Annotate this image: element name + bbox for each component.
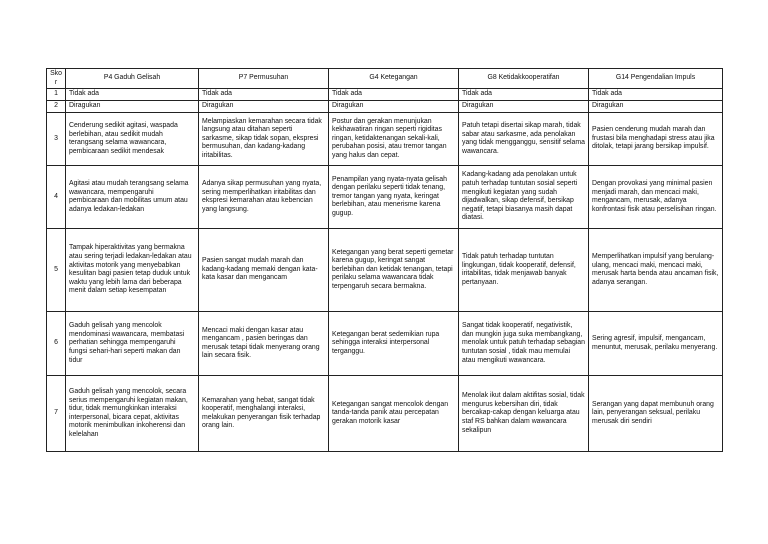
table-cell: Sering agresif, impulsif, mengancam, menuntut, merusak, perilaku menyerang. (589, 312, 723, 376)
score-cell: 1 (47, 89, 66, 101)
table-cell: Diragukan (459, 101, 589, 113)
table-cell: Tidak patuh terhadap tuntutan lingkungan, tidak kooperatif, defensif, iritabilitas, tidak menjawab banyak pertanyaan. (459, 229, 589, 312)
table-cell: Postur dan gerakan menunjukan kekhawatiran ringan seperti rigiditas ringan, ketidaktenangan sekali-kali, perubahan posisi, atau tremor tangan yang halus dan cepat. (329, 113, 459, 166)
table-cell: Patuh tetapi disertai sikap marah, tidak sabar atau sarkasme, ada penolakan yang tidak mengganggu, sensitif selama wawancara. (459, 113, 589, 166)
score-cell: 5 (47, 229, 66, 312)
header-p4: P4 Gaduh Gelisah (66, 69, 199, 89)
table-cell: Dengan provokasi yang minimal pasien menjadi marah, dan mencaci maki, mengancam, merusak, adanya konfrontasi fisik atau perselisihan ringan. (589, 166, 723, 229)
table-cell: Menolak ikut dalam aktifitas sosial, tidak mengurus kebersihan diri, tidak bercakap-cakap dengan keluarga atau staf RS bahkan dalam wawancara sekalipun (459, 376, 589, 452)
header-p7: P7 Permusuhan (199, 69, 329, 89)
table-cell: Tidak ada (66, 89, 199, 101)
table-cell: Diragukan (66, 101, 199, 113)
table-cell: Memperlihatkan impulsif yang berulang-ulang, mencaci maki, mencaci maki, merusak harta benda atau ancaman fisik, adanya serangan. (589, 229, 723, 312)
score-cell: 2 (47, 101, 66, 113)
score-cell: 3 (47, 113, 66, 166)
table-row (47, 376, 723, 452)
table-cell: Tidak ada (459, 89, 589, 101)
score-cell: 7 (47, 376, 66, 452)
score-cell: 4 (47, 166, 66, 229)
table-cell: Gaduh gelisah yang mencolok, secara serius mempengaruhi kegiatan makan, tidur, tidak memungkinkan interaksi interpersonal, bicara cepat, aktivitas motorik menimbulkan inkoherensi dan kelelahan (66, 376, 199, 452)
table-cell: Diragukan (589, 101, 723, 113)
table-cell: Tidak ada (329, 89, 459, 101)
table-row (47, 229, 723, 312)
table-cell: Pasien cenderung mudah marah dan frustasi bila menghadapi stress atau jika ditolak, tetapi jarang bersikap impulsif. (589, 113, 723, 166)
table-cell: Tidak ada (199, 89, 329, 101)
table-cell: Serangan yang dapat membunuh orang lain, penyerangan seksual, perilaku merusak diri sendiri (589, 376, 723, 452)
table-cell: Adanya sikap permusuhan yang nyata, sering memperlihatkan iritabilitas dan ekspresi kemarahan atau kebencian yang langsung. (199, 166, 329, 229)
table-row (47, 113, 723, 166)
table-cell: Ketegangan sangat mencolok dengan tanda-tanda panik atau percepatan gerakan motorik kasar (329, 376, 459, 452)
table-cell: Sangat tidak kooperatif, negativistik, dan mungkin juga suka membangkang, menolak untuk patuh terhadap sebagian tuntutan sosial , tidak mau memulai atau mengikuti wawancara. (459, 312, 589, 376)
header-g14: G14 Pengendalian Impuls (589, 69, 723, 89)
table-cell: Gaduh gelisah yang mencolok mendominasi wawancara, membatasi perhatian sehingga mempengaruhi fungsi sehari-hari seperti makan dan tidur (66, 312, 199, 376)
table-cell: Agitasi atau mudah terangsang selama wawancara, mempengaruhi pembicaraan dan mobilitas umum atau adanya ledakan-ledakan (66, 166, 199, 229)
header-g8: G8 Ketidakkooperatifan (459, 69, 589, 89)
table-cell: Cenderung sedikit agitasi, waspada berlebihan, atau sedikit mudah terangsang selama wawancara, pembicaraan sedikit mendesak (66, 113, 199, 166)
table-row (47, 312, 723, 376)
table-cell: Ketegangan yang berat seperti gemetar karena gugup, keringat sangat berlebihan dan ketidak tenangan, tetapi perilaku selama wawancara tidak terpengaruh secara bermakna. (329, 229, 459, 312)
table-cell: Tidak ada (589, 89, 723, 101)
header-g4: G4 Ketegangan (329, 69, 459, 89)
table-cell: Pasien sangat mudah marah dan kadang-kadang memaki dengan kata-kata kasar dan mengancam (199, 229, 329, 312)
table-cell: Diragukan (329, 101, 459, 113)
table-row (47, 166, 723, 229)
table-row (47, 101, 723, 113)
table-cell: Kemarahan yang hebat, sangat tidak kooperatif, menghalangi interaksi, melakukan penyerangan fisik terhadap orang lain. (199, 376, 329, 452)
table-cell: Mencaci maki dengan kasar atau mengancam , pasien beringas dan merusak tetapi tidak menyerang orang lain secara fisik. (199, 312, 329, 376)
table-cell: Melampiaskan kemarahan secara tidak langsung atau ditahan seperti sarkasme, sikap tidak sopan, ekspresi bermusuhan, dan kadang-kadang iritabilitas. (199, 113, 329, 166)
table-cell: Tampak hiperaktivitas yang bermakna atau sering terjadi ledakan-ledakan atau aktivitas motorik yang menyebabkan kesulitan bagi pasien tetap duduk untuk waktu yang lebih lama dari beberapa menit dalam setiap kesempatan (66, 229, 199, 312)
table-cell: Diragukan (199, 101, 329, 113)
table-row (47, 89, 723, 101)
table-cell: Penampilan yang nyata-nyata gelisah dengan perilaku seperti tidak tenang, tremor tangan yang nyata, keringat berlebihan, atau menerisme karena gugup. (329, 166, 459, 229)
header-skor: Skor (47, 69, 66, 89)
header-row (47, 69, 723, 89)
rating-scale-table (46, 68, 723, 452)
score-cell: 6 (47, 312, 66, 376)
table-cell: Ketegangan berat sedemikian rupa sehingga interaksi interpersonal terganggu. (329, 312, 459, 376)
table-cell: Kadang-kadang ada penolakan untuk patuh terhadap tuntutan sosial seperti mengikuti kegiatan yang sudah dijadwalkan, sikap defensif, bersikap negatif, tetapi biasanya masih dapat diatasi. (459, 166, 589, 229)
